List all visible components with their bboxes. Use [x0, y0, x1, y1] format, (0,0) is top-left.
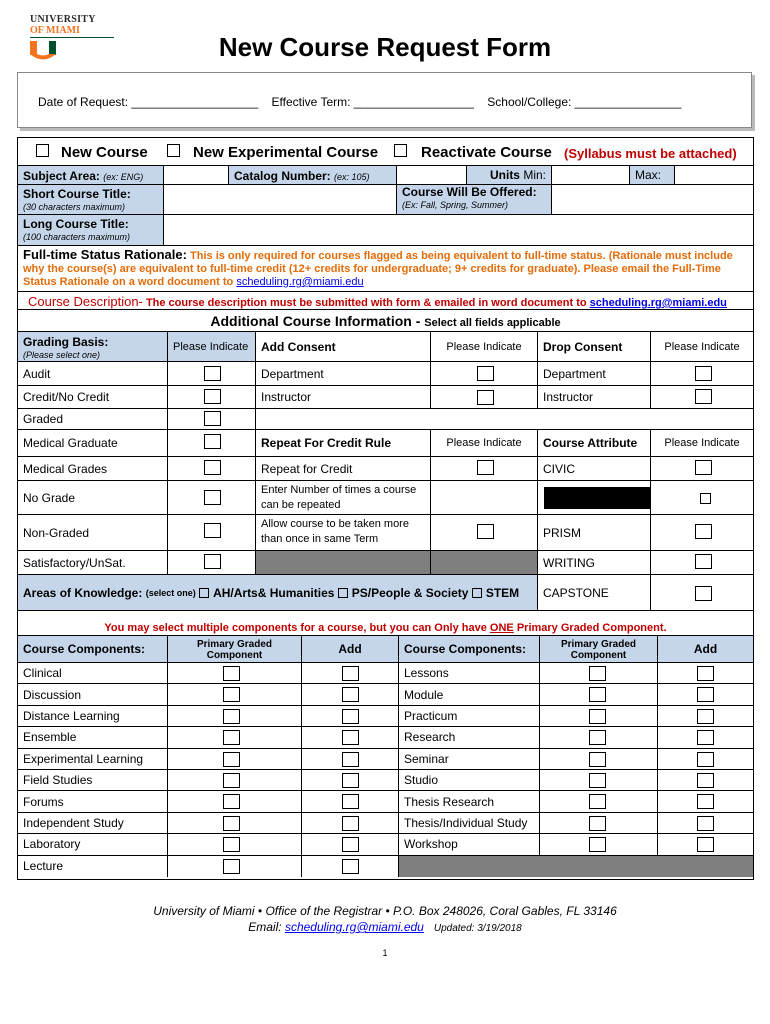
experimental-course-checkbox[interactable] — [167, 144, 180, 157]
drop-consent-department-label: Department — [538, 362, 651, 385]
units-min-input[interactable] — [552, 166, 630, 184]
request-info-box — [17, 72, 752, 128]
component-label: Seminar — [399, 749, 540, 769]
credit-row — [18, 386, 753, 409]
rationale-text: This is only required for courses flagged as being equivalent to full-time status. (Rationale must include why the course(s) are equivalent to full-time credit (12+ credits for undergraduate; 9+ credits for graduate). Please email the Full-Time Status Rationale on a word document to — [23, 250, 733, 288]
new-course-checkbox[interactable] — [36, 144, 49, 157]
component-row — [18, 791, 753, 812]
component-row — [18, 727, 753, 748]
component-row — [18, 663, 753, 684]
component-row — [18, 813, 753, 834]
component-label: Experimental Learning — [18, 749, 168, 769]
reactivate-course-checkbox[interactable] — [394, 144, 407, 157]
long-title-input[interactable] — [164, 215, 753, 245]
offered-input[interactable] — [552, 185, 753, 214]
writing-checkbox[interactable] — [695, 554, 712, 569]
component-label: Workshop — [399, 834, 540, 854]
add-consent-department-checkbox[interactable] — [477, 366, 494, 381]
repeat-rule-header: Repeat For Credit Rule — [256, 430, 431, 456]
add-consent-department-label: Department — [256, 362, 431, 385]
course-request-form — [17, 137, 754, 880]
component-row — [18, 856, 753, 877]
component-label: Distance Learning — [18, 706, 168, 726]
ps-checkbox[interactable] — [338, 588, 348, 598]
add-consent-indicate-header: Please Indicate — [431, 332, 538, 361]
areas-of-knowledge: Areas of Knowledge: (select one) AH/Arts& Humanities PS/People & Society STEM — [18, 575, 538, 610]
credit-checkbox[interactable] — [204, 389, 221, 404]
gray-filler — [256, 551, 431, 574]
primary-checkbox[interactable] — [223, 816, 240, 831]
repeat-times-label: Enter Number of times a course can be repeated — [256, 481, 431, 514]
component-label: Practicum — [399, 706, 540, 726]
add-checkbox[interactable] — [697, 752, 714, 767]
add-left-header: Add — [302, 636, 399, 662]
add-checkbox[interactable] — [342, 794, 359, 809]
primary-checkbox[interactable] — [589, 773, 606, 788]
medical-graduate-row — [18, 430, 753, 457]
add-checkbox[interactable] — [342, 859, 359, 874]
description-label: Course Description- — [28, 294, 143, 309]
primary-checkbox[interactable] — [589, 837, 606, 852]
short-title-input[interactable] — [164, 185, 397, 214]
component-row — [18, 684, 753, 705]
graded-label: Graded — [18, 409, 168, 429]
component-label: Forums — [18, 791, 168, 811]
long-title-label: Long Course Title: (100 characters maximum) — [18, 215, 164, 245]
footer — [0, 903, 770, 937]
components-note: You may select multiple components for a course, but you can Only have ONE Primary Graded Component. — [104, 622, 667, 634]
add-checkbox[interactable] — [697, 773, 714, 788]
component-label: Lessons — [399, 663, 540, 683]
new-course-label: New Course — [61, 144, 148, 161]
date-of-request-field[interactable]: Date of Request: ___________________ — [38, 95, 259, 109]
add-checkbox[interactable] — [697, 666, 714, 681]
add-consent-instructor-checkbox[interactable] — [477, 390, 494, 405]
description-email-link[interactable]: scheduling.rg@miami.edu — [589, 297, 727, 309]
footer-address: University of Miami • Office of the Registrar • P.O. Box 248026, Coral Gables, FL 33146 — [153, 904, 617, 918]
page-title: New Course Request Form — [218, 32, 552, 62]
audit-row — [18, 362, 753, 386]
add-checkbox[interactable] — [697, 837, 714, 852]
gray-filler — [399, 856, 753, 877]
prism-label: PRISM — [538, 515, 651, 550]
repeat-for-credit-checkbox[interactable] — [477, 460, 494, 475]
offered-label: Course Will Be Offered: (Ex: Fall, Spring, Summer) — [397, 185, 552, 214]
repeat-times-input[interactable] — [431, 481, 538, 514]
attribute-indicate-header: Please Indicate — [664, 437, 740, 449]
catalog-number-label: Catalog Number: (ex: 105) — [229, 166, 397, 184]
satisfactory-checkbox[interactable] — [204, 554, 221, 569]
add-checkbox[interactable] — [342, 816, 359, 831]
add-checkbox[interactable] — [342, 730, 359, 745]
component-label: Thesis/Individual Study — [399, 813, 540, 833]
component-label: Thesis Research — [399, 791, 540, 811]
add-checkbox[interactable] — [342, 773, 359, 788]
components-right-header: Course Components: — [399, 636, 540, 662]
logo-line2: OF MIAMI — [30, 25, 114, 38]
stem-checkbox[interactable] — [472, 588, 482, 598]
non-graded-checkbox[interactable] — [204, 523, 221, 538]
short-title-row — [18, 185, 753, 215]
rationale-email-link[interactable]: scheduling.rg@miami.edu — [236, 276, 364, 288]
catalog-number-input[interactable] — [397, 166, 467, 184]
course-type-row — [18, 138, 753, 166]
long-title-row — [18, 215, 753, 246]
add-checkbox[interactable] — [697, 816, 714, 831]
gray-filler — [431, 551, 538, 574]
rationale-row — [18, 246, 753, 292]
audit-label: Audit — [18, 362, 168, 385]
primary-checkbox[interactable] — [589, 709, 606, 724]
add-checkbox[interactable] — [697, 730, 714, 745]
drop-consent-department-checkbox[interactable] — [695, 366, 712, 381]
syllabus-note: (Syllabus must be attached) — [564, 146, 737, 161]
course-attribute-header: Course Attribute — [538, 430, 651, 456]
component-row — [18, 770, 753, 791]
footer-email-link[interactable]: scheduling.rg@miami.edu — [284, 920, 424, 934]
page-number: 1 — [382, 948, 388, 958]
grading-header-row — [18, 332, 753, 362]
grading-basis-label: Grading Basis: (Please select one) — [18, 332, 168, 361]
units-max-input[interactable] — [675, 166, 753, 184]
capstone-label: CAPSTONE — [538, 575, 651, 610]
add-consent-header: Add Consent — [256, 332, 431, 361]
components-header-row — [18, 635, 753, 663]
primary-checkbox[interactable] — [589, 794, 606, 809]
knowledge-row — [18, 575, 753, 611]
non-graded-label: Non-Graded — [18, 515, 168, 550]
allow-multiple-checkbox[interactable] — [477, 524, 494, 539]
repeat-indicate-header: Please Indicate — [431, 430, 538, 456]
redacted-attribute — [544, 487, 650, 509]
subject-row — [18, 166, 753, 185]
units-max-label: Max: — [630, 166, 675, 184]
redacted-attribute-checkbox[interactable] — [700, 493, 711, 504]
primary-checkbox[interactable] — [589, 730, 606, 745]
school-college-field[interactable]: School/College: ________________ — [487, 95, 682, 109]
satisfactory-label: Satisfactory/UnSat. — [18, 551, 168, 574]
capstone-checkbox[interactable] — [695, 586, 712, 601]
graded-checkbox[interactable] — [204, 411, 221, 426]
footer-email-label: Email: — [248, 920, 282, 934]
primary-checkbox[interactable] — [589, 666, 606, 681]
add-checkbox[interactable] — [342, 752, 359, 767]
primary-checkbox[interactable] — [223, 730, 240, 745]
description-row — [18, 292, 753, 310]
credit-label: Credit/No Credit — [18, 386, 168, 408]
component-label: Studio — [399, 770, 540, 790]
graded-row — [18, 409, 753, 430]
primary-checkbox[interactable] — [223, 837, 240, 852]
satisfactory-row — [18, 551, 753, 575]
component-row — [18, 706, 753, 727]
drop-consent-instructor-label: Instructor — [538, 386, 651, 408]
component-label: Discussion — [18, 684, 168, 704]
logo-line1: UNIVERSITY — [30, 14, 96, 25]
primary-checkbox[interactable] — [223, 709, 240, 724]
add-checkbox[interactable] — [342, 687, 359, 702]
civic-label: CIVIC — [538, 457, 651, 480]
primary-checkbox[interactable] — [223, 773, 240, 788]
primary-right-header: Primary Graded Component — [540, 636, 658, 662]
no-grade-row — [18, 481, 753, 515]
primary-checkbox[interactable] — [589, 687, 606, 702]
add-checkbox[interactable] — [697, 709, 714, 724]
primary-checkbox[interactable] — [223, 666, 240, 681]
component-label: Lecture — [18, 856, 168, 877]
primary-checkbox[interactable] — [589, 752, 606, 767]
units-min-label: Units Min: — [467, 166, 552, 184]
add-checkbox[interactable] — [342, 837, 359, 852]
component-label: Field Studies — [18, 770, 168, 790]
allow-multiple-label: Allow course to be taken more than once in same Term — [256, 515, 431, 550]
component-row — [18, 749, 753, 770]
additional-info-header: Additional Course Information - Select all fields applicable — [18, 310, 753, 332]
primary-checkbox[interactable] — [223, 859, 240, 874]
primary-checkbox[interactable] — [223, 794, 240, 809]
footer-updated: Updated: 3/19/2018 — [433, 923, 522, 934]
medical-grades-label: Medical Grades — [18, 457, 168, 480]
medical-graduate-label: Medical Graduate — [18, 430, 168, 456]
add-checkbox[interactable] — [342, 666, 359, 681]
prism-checkbox[interactable] — [695, 524, 712, 539]
repeat-for-credit-label: Repeat for Credit — [256, 457, 431, 480]
effective-term-field[interactable]: Effective Term: __________________ — [271, 95, 474, 109]
components-left-header: Course Components: — [18, 636, 168, 662]
component-label: Laboratory — [18, 834, 168, 854]
medical-graduate-checkbox[interactable] — [204, 434, 221, 449]
add-checkbox[interactable] — [697, 794, 714, 809]
primary-checkbox[interactable] — [223, 687, 240, 702]
subject-area-input[interactable] — [164, 166, 229, 184]
rationale-label: Full-time Status Rationale: — [23, 247, 187, 262]
description-text: The course description must be submitted with form & emailed in word document to — [145, 297, 587, 309]
civic-checkbox[interactable] — [695, 460, 712, 475]
add-checkbox[interactable] — [342, 709, 359, 724]
primary-left-header: Primary Graded Component — [168, 636, 302, 662]
medical-grades-row — [18, 457, 753, 481]
component-label: Clinical — [18, 663, 168, 683]
drop-consent-instructor-checkbox[interactable] — [695, 389, 712, 404]
add-consent-instructor-label: Instructor — [256, 386, 431, 408]
component-label: Module — [399, 684, 540, 704]
ah-checkbox[interactable] — [199, 588, 209, 598]
add-checkbox[interactable] — [697, 687, 714, 702]
writing-label: WRITING — [538, 551, 651, 574]
non-graded-row — [18, 515, 753, 551]
audit-checkbox[interactable] — [204, 366, 221, 381]
no-grade-checkbox[interactable] — [204, 490, 221, 505]
primary-checkbox[interactable] — [589, 816, 606, 831]
grading-indicate-header: Please Indicate — [168, 332, 256, 361]
experimental-course-label: New Experimental Course — [193, 144, 379, 161]
drop-consent-indicate-header: Please Indicate — [664, 340, 740, 353]
subject-area-label: Subject Area: (ex: ENG) — [18, 166, 164, 184]
no-grade-label: No Grade — [18, 481, 168, 514]
component-row — [18, 834, 753, 855]
add-right-header: Add — [658, 636, 753, 662]
primary-checkbox[interactable] — [223, 752, 240, 767]
component-label: Research — [399, 727, 540, 747]
reactivate-course-label: Reactivate Course — [421, 144, 552, 161]
component-label: Ensemble — [18, 727, 168, 747]
component-label: Independent Study — [18, 813, 168, 833]
medical-grades-checkbox[interactable] — [204, 460, 221, 475]
drop-consent-header: Drop Consent — [538, 332, 651, 361]
short-title-label: Short Course Title: (30 characters maximum) — [18, 185, 164, 214]
